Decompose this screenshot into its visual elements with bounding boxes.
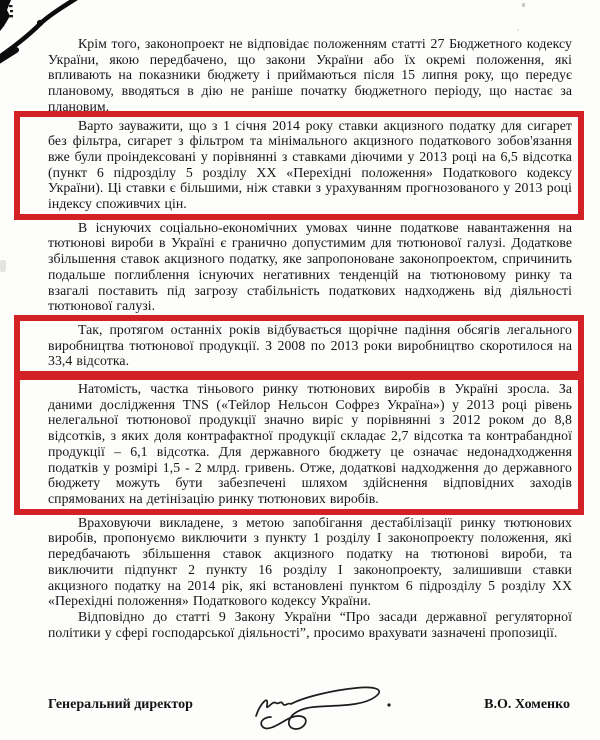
red-highlight-box-2 — [14, 315, 584, 377]
paragraph-shadow-market: Натомість, частка тіньового ринку тютюнових виробів в Україні зросла. За даними дослідження TNS («Тейлор Нельсон Софрез Україна») у 2013 році рівень нелегальної тютюнової продукції значно виріс у порівнянні з 2012 роком до 8,8 відсотків, з яких доля контрафактної продукції складає 2,7 відсотка та контрабандної продукції – 6,1 відсотка. Для державного бюджету це означає недонадходження податків у розмірі 1,5 - 2 млрд. гривень. Отже, додаткові надходження до державного бюджету можуть бути забезпечені шляхом здійснення відповідних заходів спрямованих на детінізацію ринку тютюнових виробів. — [48, 381, 572, 506]
scan-speck — [517, 29, 519, 31]
paragraph-closing: Відповідно до статті 9 Закону України “Про засади державної регуляторної політики у сфері господарської діяльності”, просимо врахувати зазначені пропозиції. — [48, 608, 572, 640]
signer-title: Генеральний директор — [48, 697, 193, 712]
red-highlight-box-3 — [14, 374, 584, 515]
red-highlight-box-1 — [14, 111, 584, 220]
paragraph-indexed-rates: Варто зауважити, що з 1 січня 2014 року ставки акцизного податку для сигарет без фільтра, сигарет з фільтром та мінімального акцизного податкового зобов'язання вже були проіндексовані у порівнянні з ставками діючими у 2013 році на 6,5 відсотка (пункт 6 підрозділу 5 розділу XX «Перехідні положення» Податкового кодексу України). Ці ставки є більшими, ніж ставки з урахуванням прогнозованого у 2013 році індексу споживчих цін. — [48, 117, 572, 212]
paragraph-production-decline: Так, протягом останніх років відбувається щорічне падіння обсягів легального виробництва тютюнової продукції. З 2008 по 2013 роки виробництво скоротилося на 33,4 відсотка. — [48, 321, 572, 369]
scan-speck — [522, 3, 525, 7]
letter-body — [48, 36, 572, 640]
paragraph-proposal: Враховуючи викладене, з метою запобігання дестабілізації ринку тютюнових виробів, пропонуємо виключити з пункту 1 розділу I законопроекту положення, які передбачають збільшення ставок акцизного податку на тютюнові вироби, та виключити підпункт 2 пункту 16 розділу I законопроекту, залишивши ставки акцизного податку на 2014 рік, які встановлені пунктом 6 підрозділу 5 розділу XX «Перехідні положення» Податкового кодексу України. — [48, 514, 572, 609]
paragraph-tax-burden: В існуючих соціально-економічних умовах чинне податкове навантаження на тютюнові вироби в Україні є гранично допустимим для тютюнової галузі. Додаткове збільшення ставок акцизного податку, яке запропоноване законопроектом, спричинить подальше поглиблення існуючих негативних тенденцій на тютюновому ринку та взагалі поставить під загрозу стабільність податкових надходжень від діяльності тютюнової галузі. — [48, 219, 572, 314]
scan-smudge — [0, 260, 6, 272]
signer-name: В.О. Хоменко — [484, 697, 570, 712]
signature-block — [48, 697, 570, 713]
paragraph-budget-code: Крім того, законопроект не відповідає положенням статті 27 Бюджетного кодексу України, якою передбачено, що закони України або їх окремі положення, які впливають на показники бюджету і приймаються після 15 липня року, що передує плановому, вводяться в дію не раніше початку бюджетного періоду, що настає за плановим. — [48, 36, 572, 114]
